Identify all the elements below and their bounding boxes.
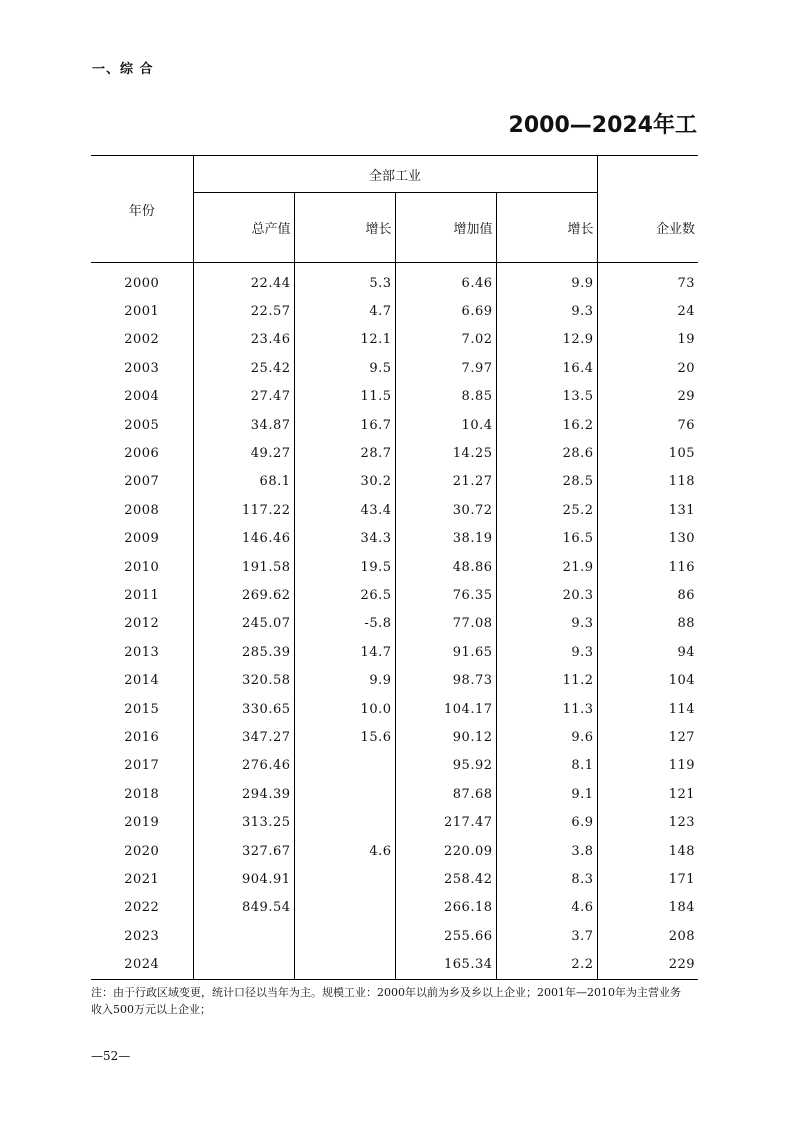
- table-row: [91, 581, 698, 609]
- cell-total-output: 25.42: [193, 354, 294, 382]
- cell-value-added: 87.68: [395, 780, 496, 808]
- cell-total-output: [193, 922, 294, 950]
- cell-output-growth: 9.9: [294, 666, 395, 694]
- cell-output-growth: [294, 808, 395, 836]
- cell-value-added: 91.65: [395, 638, 496, 666]
- industry-statistics-table: [91, 155, 698, 980]
- table-row: [91, 950, 698, 979]
- column-group-all-industry: 全部工业: [193, 156, 597, 193]
- cell-value-added-growth: 9.3: [496, 638, 597, 666]
- cell-value-added-growth: 28.5: [496, 468, 597, 496]
- cell-value-added: 21.27: [395, 468, 496, 496]
- cell-value-added-growth: 4.6: [496, 894, 597, 922]
- table-row: [91, 496, 698, 524]
- table-row: [91, 610, 698, 638]
- table-row: [91, 263, 698, 298]
- cell-value-added-growth: 16.4: [496, 354, 597, 382]
- cell-output-growth: 12.1: [294, 326, 395, 354]
- cell-total-output: 327.67: [193, 837, 294, 865]
- cell-enterprise-count: 116: [668, 559, 696, 575]
- cell-total-output: 347.27: [193, 723, 294, 751]
- cell-enterprise-count: 88: [677, 616, 696, 632]
- cell-enterprise-count: 118: [668, 474, 696, 490]
- cell-output-growth: 19.5: [294, 553, 395, 581]
- cell-value-added: 165.34: [395, 950, 496, 979]
- cell-value-added: 30.72: [395, 496, 496, 524]
- cell-total-output: 330.65: [193, 695, 294, 723]
- cell-value-added-growth: 21.9: [496, 553, 597, 581]
- cell-total-output: [193, 950, 294, 979]
- cell-year: 2020: [91, 837, 193, 865]
- cell-enterprise-count: 29: [677, 389, 696, 405]
- cell-value-added-growth: 9.1: [496, 780, 597, 808]
- cell-output-growth: -5.8: [294, 610, 395, 638]
- column-header-total-output: 总产值: [193, 193, 294, 263]
- cell-output-growth: 28.7: [294, 439, 395, 467]
- cell-value-added: 104.17: [395, 695, 496, 723]
- cell-year: 2014: [91, 666, 193, 694]
- cell-total-output: 245.07: [193, 610, 294, 638]
- cell-total-output: 23.46: [193, 326, 294, 354]
- cell-enterprise-count: 171: [668, 871, 696, 887]
- table-body: [91, 263, 698, 980]
- cell-output-growth: [294, 752, 395, 780]
- cell-value-added: 14.25: [395, 439, 496, 467]
- cell-value-added-growth: 9.3: [496, 610, 597, 638]
- cell-total-output: 285.39: [193, 638, 294, 666]
- column-header-output-growth: 增长: [294, 193, 395, 263]
- cell-enterprise-count: 184: [668, 900, 696, 916]
- cell-value-added: 266.18: [395, 894, 496, 922]
- cell-value-added: 48.86: [395, 553, 496, 581]
- cell-output-growth: 30.2: [294, 468, 395, 496]
- cell-total-output: 49.27: [193, 439, 294, 467]
- cell-enterprise-count: 127: [668, 729, 696, 745]
- table-row: [91, 922, 698, 950]
- cell-enterprise-count: 123: [668, 815, 696, 831]
- cell-year: 2003: [91, 354, 193, 382]
- cell-enterprise-count: 73: [677, 275, 696, 291]
- footnote-line-2: 收入500万元以上企业；: [91, 1003, 211, 1016]
- cell-year: 2004: [91, 383, 193, 411]
- cell-enterprise-count: 105: [668, 446, 696, 462]
- cell-enterprise-count: 119: [668, 758, 696, 774]
- cell-total-output: 22.57: [193, 297, 294, 325]
- table-row: [91, 808, 698, 836]
- cell-year: 2007: [91, 468, 193, 496]
- cell-year: 2016: [91, 723, 193, 751]
- table-row: [91, 411, 698, 439]
- cell-value-added: 6.46: [395, 263, 496, 298]
- cell-year: 2006: [91, 439, 193, 467]
- cell-total-output: 146.46: [193, 525, 294, 553]
- column-header-year: 年份: [91, 156, 193, 263]
- cell-value-added-growth: 9.9: [496, 263, 597, 298]
- cell-total-output: 34.87: [193, 411, 294, 439]
- table-row: [91, 638, 698, 666]
- cell-value-added-growth: 25.2: [496, 496, 597, 524]
- cell-value-added-growth: 9.3: [496, 297, 597, 325]
- cell-output-growth: [294, 780, 395, 808]
- cell-total-output: 269.62: [193, 581, 294, 609]
- cell-value-added-growth: 6.9: [496, 808, 597, 836]
- cell-value-added: 76.35: [395, 581, 496, 609]
- cell-total-output: 849.54: [193, 894, 294, 922]
- cell-value-added-growth: 3.7: [496, 922, 597, 950]
- cell-output-growth: 16.7: [294, 411, 395, 439]
- cell-output-growth: [294, 922, 395, 950]
- table-row: [91, 439, 698, 467]
- cell-year: 2019: [91, 808, 193, 836]
- cell-value-added-growth: 13.5: [496, 383, 597, 411]
- cell-value-added-growth: 20.3: [496, 581, 597, 609]
- cell-enterprise-count: 104: [668, 673, 696, 689]
- column-header-value-added-growth: 增长: [496, 193, 597, 263]
- cell-year: 2022: [91, 894, 193, 922]
- cell-enterprise-count: 24: [677, 304, 696, 320]
- cell-value-added: 77.08: [395, 610, 496, 638]
- cell-output-growth: 11.5: [294, 383, 395, 411]
- table-row: [91, 354, 698, 382]
- cell-total-output: 22.44: [193, 263, 294, 298]
- cell-enterprise-count: 114: [668, 701, 696, 717]
- table-row: [91, 297, 698, 325]
- cell-value-added-growth: 2.2: [496, 950, 597, 979]
- table-row: [91, 837, 698, 865]
- cell-value-added: 8.85: [395, 383, 496, 411]
- table-row: [91, 695, 698, 723]
- column-header-value-added: 增加值: [395, 193, 496, 263]
- cell-total-output: 294.39: [193, 780, 294, 808]
- cell-year: 2005: [91, 411, 193, 439]
- cell-output-growth: 4.6: [294, 837, 395, 865]
- cell-value-added-growth: 8.1: [496, 752, 597, 780]
- cell-value-added: 220.09: [395, 837, 496, 865]
- cell-enterprise-count: 131: [668, 502, 696, 518]
- cell-year: 2013: [91, 638, 193, 666]
- cell-output-growth: [294, 950, 395, 979]
- cell-enterprise-count: 94: [677, 644, 696, 660]
- table-row: [91, 723, 698, 751]
- cell-enterprise-count: 130: [668, 531, 696, 547]
- cell-enterprise-count: 208: [668, 928, 696, 944]
- cell-value-added-growth: 28.6: [496, 439, 597, 467]
- cell-year: 2021: [91, 865, 193, 893]
- cell-enterprise-count: 19: [677, 332, 696, 348]
- cell-output-growth: 9.5: [294, 354, 395, 382]
- table-row: [91, 865, 698, 893]
- page-title: 2000—2024年工: [508, 113, 697, 138]
- page-number: —52—: [91, 1049, 131, 1063]
- cell-enterprise-count: 20: [677, 360, 696, 376]
- cell-value-added: 98.73: [395, 666, 496, 694]
- cell-year: 2008: [91, 496, 193, 524]
- cell-value-added-growth: 16.5: [496, 525, 597, 553]
- cell-year: 2017: [91, 752, 193, 780]
- cell-value-added-growth: 16.2: [496, 411, 597, 439]
- cell-enterprise-count: 76: [677, 417, 696, 433]
- cell-year: 2011: [91, 581, 193, 609]
- table-row: [91, 326, 698, 354]
- table-row: [91, 383, 698, 411]
- cell-year: 2024: [91, 950, 193, 979]
- footnote: [91, 984, 701, 1018]
- cell-total-output: 117.22: [193, 496, 294, 524]
- cell-output-growth: 4.7: [294, 297, 395, 325]
- section-heading: 一、综 合: [92, 62, 154, 77]
- table-row: [91, 752, 698, 780]
- cell-value-added: 95.92: [395, 752, 496, 780]
- cell-total-output: 276.46: [193, 752, 294, 780]
- cell-output-growth: 15.6: [294, 723, 395, 751]
- cell-output-growth: [294, 894, 395, 922]
- cell-value-added-growth: 11.3: [496, 695, 597, 723]
- cell-output-growth: 14.7: [294, 638, 395, 666]
- cell-year: 2009: [91, 525, 193, 553]
- cell-output-growth: [294, 865, 395, 893]
- cell-value-added-growth: 11.2: [496, 666, 597, 694]
- cell-year: 2023: [91, 922, 193, 950]
- cell-output-growth: 43.4: [294, 496, 395, 524]
- cell-total-output: 313.25: [193, 808, 294, 836]
- cell-value-added: 258.42: [395, 865, 496, 893]
- cell-enterprise-count: 148: [668, 843, 696, 859]
- cell-output-growth: 5.3: [294, 263, 395, 298]
- cell-total-output: 904.91: [193, 865, 294, 893]
- table-row: [91, 780, 698, 808]
- footnote-line-1: 注：由于行政区域变更，统计口径以当年为主。规模工业：2000年以前为乡及乡以上企业；2001年—2010年为主营业务: [91, 986, 681, 999]
- cell-value-added-growth: 12.9: [496, 326, 597, 354]
- cell-enterprise-count: 86: [677, 587, 696, 603]
- cell-value-added: 255.66: [395, 922, 496, 950]
- cell-enterprise-count: 121: [668, 786, 696, 802]
- column-header-enterprise-count: 企业数: [597, 193, 698, 263]
- cell-total-output: 191.58: [193, 553, 294, 581]
- cell-value-added-growth: 9.6: [496, 723, 597, 751]
- cell-year: 2010: [91, 553, 193, 581]
- cell-value-added: 10.4: [395, 411, 496, 439]
- cell-value-added: 6.69: [395, 297, 496, 325]
- cell-year: 2000: [91, 263, 193, 298]
- table-row: [91, 468, 698, 496]
- cell-value-added-growth: 8.3: [496, 865, 597, 893]
- cell-output-growth: 26.5: [294, 581, 395, 609]
- cell-value-added: 90.12: [395, 723, 496, 751]
- cell-value-added: 7.02: [395, 326, 496, 354]
- cell-enterprise-count: 229: [597, 950, 698, 979]
- table-row: [91, 894, 698, 922]
- table-header: [91, 156, 698, 263]
- cell-value-added-growth: 3.8: [496, 837, 597, 865]
- table-row: [91, 553, 698, 581]
- cell-year: 2001: [91, 297, 193, 325]
- cell-total-output: 27.47: [193, 383, 294, 411]
- cell-output-growth: 34.3: [294, 525, 395, 553]
- cell-total-output: 68.1: [193, 468, 294, 496]
- cell-value-added: 7.97: [395, 354, 496, 382]
- cell-year: 2018: [91, 780, 193, 808]
- cell-year: 2002: [91, 326, 193, 354]
- cell-value-added: 217.47: [395, 808, 496, 836]
- table-row: [91, 666, 698, 694]
- cell-year: 2015: [91, 695, 193, 723]
- cell-output-growth: 10.0: [294, 695, 395, 723]
- table-row: [91, 525, 698, 553]
- cell-total-output: 320.58: [193, 666, 294, 694]
- cell-value-added: 38.19: [395, 525, 496, 553]
- column-group-blank: [597, 156, 698, 193]
- cell-year: 2012: [91, 610, 193, 638]
